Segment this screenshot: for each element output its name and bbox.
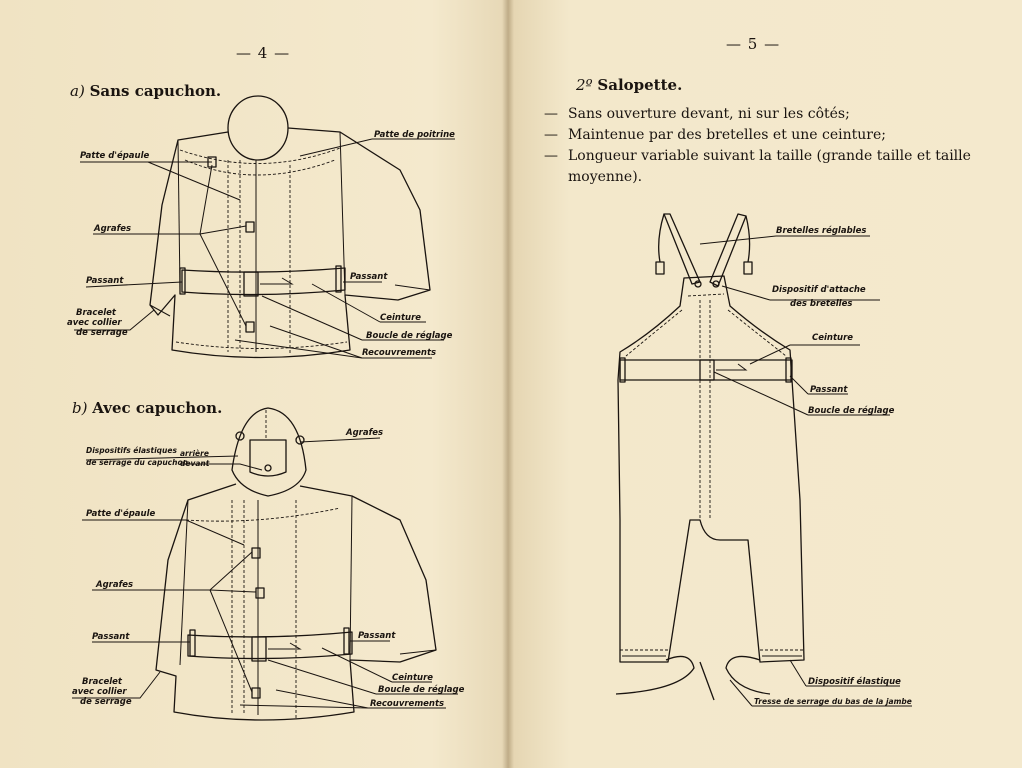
label-passant-right: Passant — [358, 631, 396, 641]
lace-end — [700, 662, 714, 700]
page-number-left: — 4 — — [236, 44, 291, 62]
leader — [200, 165, 212, 234]
label-recouvrements: Recouvrements — [362, 348, 437, 358]
label-bracelet-3: de serrage — [76, 328, 128, 338]
bib-stitch — [688, 294, 724, 296]
page-number-right: — 5 — — [726, 35, 781, 53]
passant-left — [620, 358, 625, 382]
label-boucle: Boucle de réglage — [378, 685, 465, 695]
label-boucle: Boucle de réglage — [808, 406, 895, 416]
leader — [210, 552, 252, 590]
bullet-text: Sans ouverture devant, ni sur les côtés; — [568, 106, 850, 122]
belt-tip — [716, 364, 746, 370]
belt-tip — [268, 643, 300, 649]
belt-tip — [260, 278, 292, 284]
label-dispositif-2: de serrage du capuchon — [86, 458, 188, 467]
clasp — [252, 688, 260, 698]
label-tresse: Tresse de serrage du bas de la jambe — [754, 697, 912, 706]
belt — [620, 360, 792, 380]
label-dispositif-1: Dispositif d'attache — [772, 285, 866, 295]
label-bretelles: Bretelles réglables — [776, 226, 867, 236]
leader — [300, 139, 372, 156]
label-bracelet-3: de serrage — [80, 697, 132, 707]
section-a-text: Sans capuchon. — [89, 82, 222, 100]
section-2-number: 2º — [576, 76, 593, 94]
label-agrafes: Agrafes — [96, 580, 134, 590]
leader — [148, 162, 240, 200]
label-recouvrements: Recouvrements — [370, 699, 445, 709]
leader — [312, 284, 380, 322]
bullet-dash: — — [544, 127, 558, 143]
leader — [722, 286, 770, 300]
jacket-no-hood-figure — [67, 96, 455, 358]
leader — [790, 660, 806, 686]
yoke-stitch — [186, 508, 340, 521]
belt-buckle — [252, 637, 266, 661]
label-patte-poitrine: Patte de poitrine — [374, 130, 455, 140]
hood — [232, 408, 306, 496]
overalls-body — [618, 276, 804, 662]
leader — [276, 690, 368, 708]
clasp — [246, 222, 254, 232]
label-agrafes: Agrafes — [94, 224, 132, 234]
leader — [300, 438, 380, 442]
label-agrafes-top: Agrafes — [346, 428, 384, 438]
strap-buckle-right — [744, 262, 752, 274]
label-bracelet-1: Bracelet — [82, 677, 122, 687]
right-cuff — [395, 285, 430, 290]
label-passant-right: Passant — [350, 272, 388, 282]
label-patte-epaule: Patte d'épaule — [80, 151, 150, 161]
leader — [730, 680, 752, 706]
strap-buckle-left — [656, 262, 664, 274]
label-ceinture: Ceinture — [812, 333, 854, 343]
label-bracelet-2: avec collier — [72, 687, 127, 697]
label-patte-epaule: Patte d'épaule — [86, 509, 156, 519]
label-arriere: arrière — [180, 449, 209, 458]
leader — [268, 660, 376, 694]
bib-stitch-left — [626, 310, 682, 356]
overalls-figure — [616, 214, 912, 706]
leader — [210, 590, 252, 692]
strap-left — [664, 214, 700, 284]
belt — [188, 632, 352, 659]
clasp — [256, 588, 264, 598]
bullet-text: Longueur variable suivant la taille (grande taille et taille moyenne). — [568, 148, 971, 185]
yoke-stitch — [180, 148, 340, 164]
label-boucle: Boucle de réglage — [366, 331, 453, 341]
leader — [200, 234, 246, 326]
strap-left-end — [659, 214, 664, 262]
bullet-text: Maintenue par des bretelles et une ceinture; — [568, 127, 887, 143]
leader — [714, 372, 808, 415]
label-elastique: Dispositif élastique — [808, 677, 901, 687]
bib-stitch-right — [728, 310, 786, 356]
label-passant: Passant — [810, 385, 848, 395]
label-dispositif-1: Dispositifs élastiques — [86, 446, 177, 455]
leader — [210, 590, 256, 592]
bullet-dash: — — [544, 106, 558, 122]
passant-right — [336, 266, 341, 292]
hem-stitch — [176, 342, 347, 349]
label-dispositif-2: des bretelles — [790, 299, 853, 309]
bullet-dash: — — [544, 148, 558, 164]
label-ceinture: Ceinture — [392, 673, 434, 683]
left-sleeve-seam — [180, 500, 188, 665]
jacket-with-hood-figure — [72, 408, 465, 720]
section-a-letter: a) — [70, 82, 85, 100]
collar-shape — [228, 96, 288, 160]
label-devant: devant — [180, 459, 210, 468]
belt — [182, 268, 345, 295]
label-passant-left: Passant — [86, 276, 124, 286]
leader — [82, 520, 244, 545]
strap-right — [710, 214, 746, 286]
hood-clasp — [265, 465, 271, 471]
leader — [240, 705, 368, 708]
passant-left — [190, 630, 195, 656]
clasp — [246, 322, 254, 332]
label-bracelet-2: avec collier — [67, 318, 122, 328]
leader — [322, 648, 392, 682]
leader — [200, 226, 246, 234]
section-b-text: Avec capuchon. — [92, 399, 223, 417]
label-bracelet-1: Bracelet — [76, 308, 116, 318]
section-2-text: Salopette. — [597, 76, 683, 94]
section-b-letter: b) — [72, 399, 88, 417]
belt-buckle — [700, 360, 714, 380]
clasp — [252, 548, 260, 558]
label-ceinture: Ceinture — [380, 313, 422, 323]
label-passant-left: Passant — [92, 632, 130, 642]
